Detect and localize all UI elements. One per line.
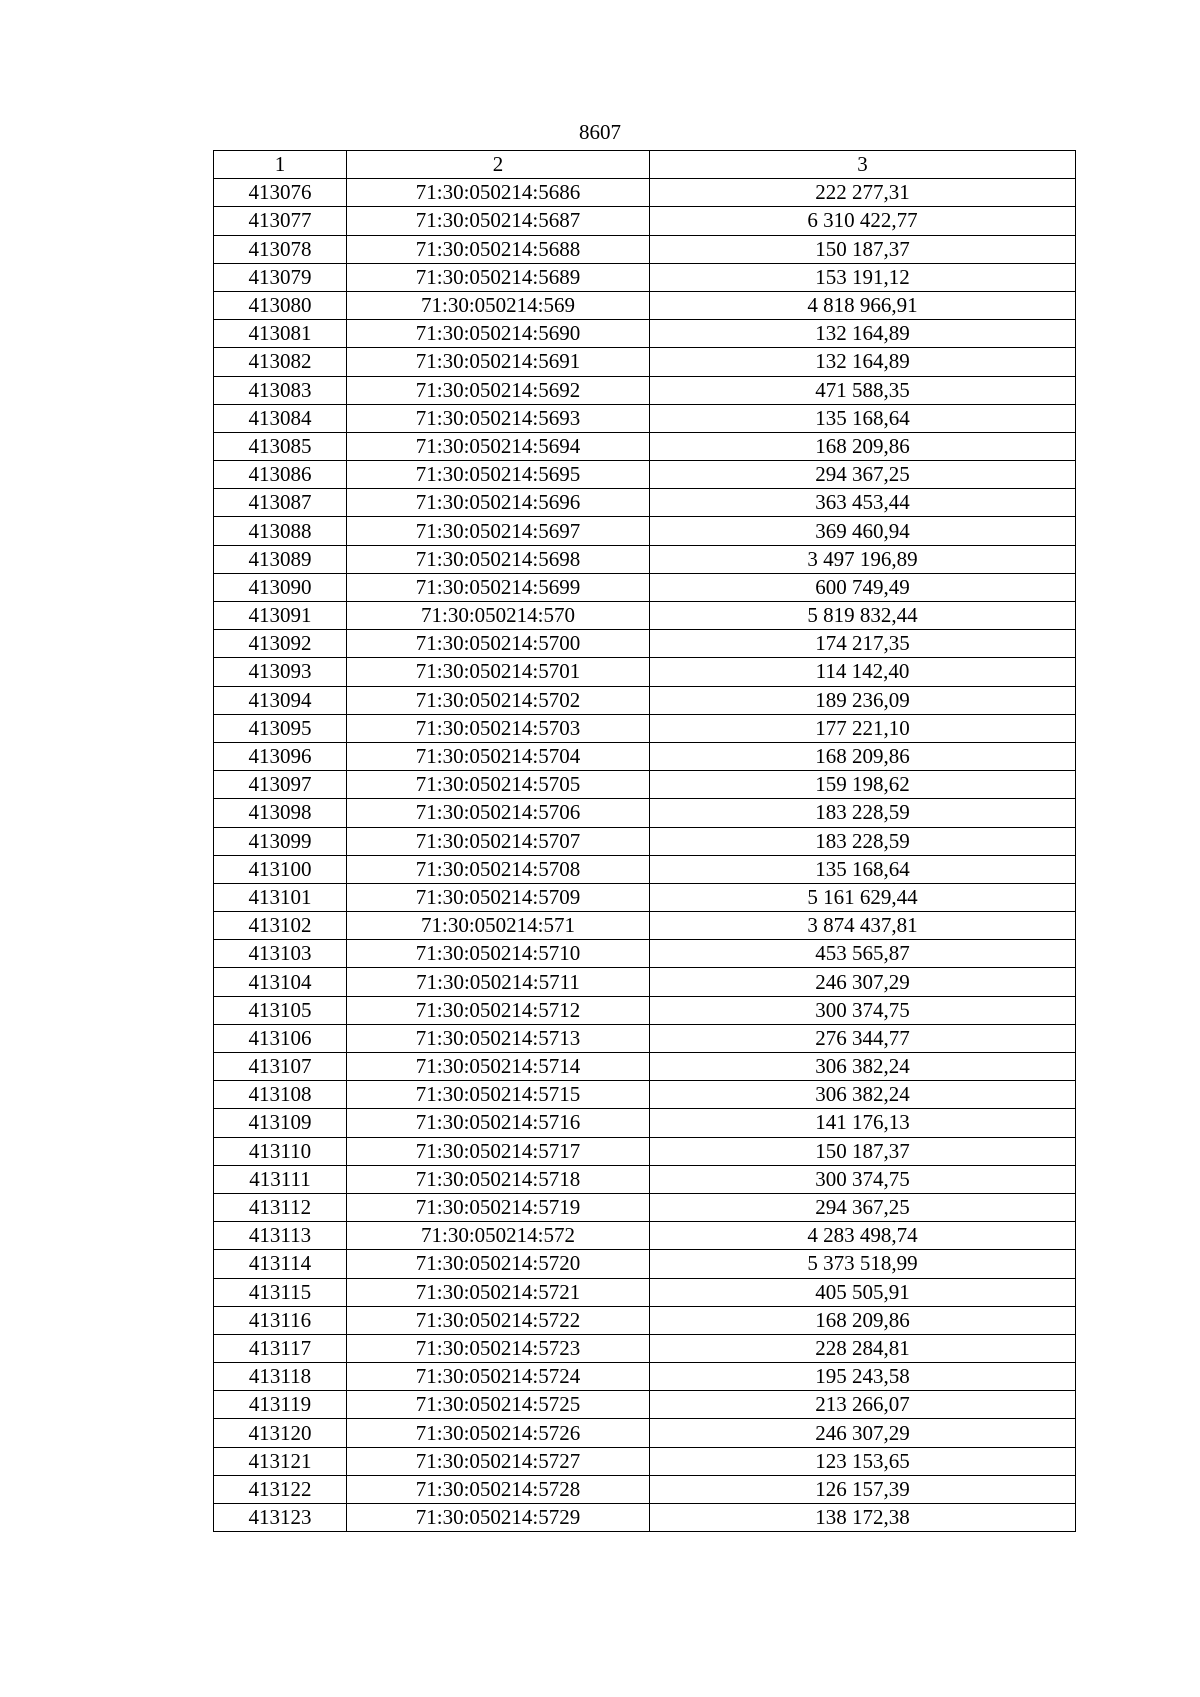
cadastral-value-cell: 369 460,94 [650,517,1076,545]
table-row [214,1475,1076,1503]
cadastral-number-cell: 71:30:050214:5710 [347,940,650,968]
table-row [214,432,1076,460]
cadastral-value-cell: 228 284,81 [650,1334,1076,1362]
cadastral-value-cell: 150 187,37 [650,1137,1076,1165]
cadastral-number-cell: 71:30:050214:5702 [347,686,650,714]
cadastral-value-cell: 471 588,35 [650,376,1076,404]
table-row [214,940,1076,968]
cadastral-number-cell: 71:30:050214:569 [347,291,650,319]
cadastral-value-cell: 195 243,58 [650,1363,1076,1391]
cadastral-value-cell: 300 374,75 [650,1165,1076,1193]
table-row [214,1165,1076,1193]
row-number-cell: 413093 [214,658,347,686]
cadastral-number-cell: 71:30:050214:5696 [347,489,650,517]
cadastral-value-cell: 294 367,25 [650,461,1076,489]
row-number-cell: 413107 [214,1053,347,1081]
cadastral-number-cell: 71:30:050214:5707 [347,827,650,855]
row-number-cell: 413092 [214,630,347,658]
cadastral-value-cell: 276 344,77 [650,1024,1076,1052]
row-number-cell: 413121 [214,1447,347,1475]
cadastral-value-cell: 168 209,86 [650,1306,1076,1334]
table-row [214,573,1076,601]
cadastral-number-cell: 71:30:050214:5686 [347,179,650,207]
cadastral-number-cell: 71:30:050214:5721 [347,1278,650,1306]
table-row [214,742,1076,770]
cadastral-value-cell: 5 161 629,44 [650,883,1076,911]
cadastral-value-cell: 453 565,87 [650,940,1076,968]
cadastral-value-cell: 363 453,44 [650,489,1076,517]
table-row [214,1447,1076,1475]
cadastral-number-cell: 71:30:050214:5711 [347,968,650,996]
table-row [214,855,1076,883]
cadastral-value-cell: 132 164,89 [650,320,1076,348]
cadastral-value-cell: 177 221,10 [650,714,1076,742]
table-row [214,320,1076,348]
table-row [214,1137,1076,1165]
cadastral-value-cell: 246 307,29 [650,968,1076,996]
row-number-cell: 413122 [214,1475,347,1503]
cadastral-value-cell: 168 209,86 [650,742,1076,770]
cadastral-value-cell: 294 367,25 [650,1193,1076,1221]
row-number-cell: 413080 [214,291,347,319]
row-number-cell: 413091 [214,602,347,630]
cadastral-number-cell: 71:30:050214:5706 [347,799,650,827]
cadastral-number-cell: 71:30:050214:5720 [347,1250,650,1278]
row-number-cell: 413086 [214,461,347,489]
cadastral-value-table [213,150,1076,1532]
table-row [214,1250,1076,1278]
header-cell-2: 2 [347,151,650,179]
table-row [214,968,1076,996]
cadastral-value-cell: 135 168,64 [650,404,1076,432]
cadastral-number-cell: 71:30:050214:5705 [347,771,650,799]
cadastral-number-cell: 71:30:050214:5719 [347,1193,650,1221]
table-row [214,996,1076,1024]
cadastral-value-cell: 4 818 966,91 [650,291,1076,319]
table-row [214,602,1076,630]
table-row [214,883,1076,911]
table-row [214,376,1076,404]
cadastral-number-cell: 71:30:050214:5703 [347,714,650,742]
row-number-cell: 413098 [214,799,347,827]
row-number-cell: 413083 [214,376,347,404]
header-row [214,151,1076,179]
row-number-cell: 413099 [214,827,347,855]
row-number-cell: 413079 [214,263,347,291]
table-row [214,517,1076,545]
cadastral-number-cell: 71:30:050214:5725 [347,1391,650,1419]
table-row [214,1504,1076,1532]
page-number: 8607 [579,120,621,144]
cadastral-value-cell: 168 209,86 [650,432,1076,460]
cadastral-number-cell: 71:30:050214:5724 [347,1363,650,1391]
row-number-cell: 413094 [214,686,347,714]
cadastral-number-cell: 71:30:050214:5713 [347,1024,650,1052]
cadastral-number-cell: 71:30:050214:572 [347,1222,650,1250]
row-number-cell: 413115 [214,1278,347,1306]
cadastral-value-cell: 174 217,35 [650,630,1076,658]
cadastral-value-cell: 306 382,24 [650,1081,1076,1109]
cadastral-value-cell: 183 228,59 [650,827,1076,855]
row-number-cell: 413110 [214,1137,347,1165]
row-number-cell: 413104 [214,968,347,996]
table-row [214,489,1076,517]
cadastral-number-cell: 71:30:050214:5718 [347,1165,650,1193]
table-row [214,1334,1076,1362]
table-row [214,1109,1076,1137]
row-number-cell: 413101 [214,883,347,911]
cadastral-number-cell: 71:30:050214:5693 [347,404,650,432]
row-number-cell: 413114 [214,1250,347,1278]
table-header [214,151,1076,179]
cadastral-value-cell: 4 283 498,74 [650,1222,1076,1250]
cadastral-value-cell: 600 749,49 [650,573,1076,601]
cadastral-value-cell: 123 153,65 [650,1447,1076,1475]
cadastral-value-cell: 135 168,64 [650,855,1076,883]
table-row [214,461,1076,489]
table-row [214,207,1076,235]
cadastral-value-cell: 306 382,24 [650,1053,1076,1081]
table-row [214,1081,1076,1109]
row-number-cell: 413118 [214,1363,347,1391]
cadastral-value-cell: 141 176,13 [650,1109,1076,1137]
table-row [214,1053,1076,1081]
row-number-cell: 413100 [214,855,347,883]
cadastral-number-cell: 71:30:050214:5692 [347,376,650,404]
cadastral-number-cell: 71:30:050214:5687 [347,207,650,235]
cadastral-number-cell: 71:30:050214:5722 [347,1306,650,1334]
cadastral-value-cell: 153 191,12 [650,263,1076,291]
header-cell-3: 3 [650,151,1076,179]
cadastral-number-cell: 71:30:050214:5694 [347,432,650,460]
row-number-cell: 413097 [214,771,347,799]
row-number-cell: 413105 [214,996,347,1024]
table-row [214,545,1076,573]
cadastral-number-cell: 71:30:050214:5690 [347,320,650,348]
row-number-cell: 413108 [214,1081,347,1109]
table-row [214,630,1076,658]
row-number-cell: 413106 [214,1024,347,1052]
cadastral-number-cell: 71:30:050214:5714 [347,1053,650,1081]
cadastral-value-cell: 3 874 437,81 [650,912,1076,940]
cadastral-value-cell: 189 236,09 [650,686,1076,714]
table-row [214,827,1076,855]
cadastral-number-cell: 71:30:050214:5717 [347,1137,650,1165]
row-number-cell: 413103 [214,940,347,968]
table-row [214,714,1076,742]
cadastral-value-cell: 114 142,40 [650,658,1076,686]
row-number-cell: 413109 [214,1109,347,1137]
cadastral-number-cell: 71:30:050214:5727 [347,1447,650,1475]
row-number-cell: 413081 [214,320,347,348]
table-row [214,1419,1076,1447]
row-number-cell: 413119 [214,1391,347,1419]
table-row [214,1278,1076,1306]
cadastral-number-cell: 71:30:050214:5695 [347,461,650,489]
cadastral-value-cell: 5 819 832,44 [650,602,1076,630]
table-row [214,1024,1076,1052]
cadastral-number-cell: 71:30:050214:5697 [347,517,650,545]
cadastral-value-cell: 405 505,91 [650,1278,1076,1306]
table-row [214,348,1076,376]
cadastral-number-cell: 71:30:050214:5701 [347,658,650,686]
table-row [214,179,1076,207]
row-number-cell: 413088 [214,517,347,545]
cadastral-value-cell: 300 374,75 [650,996,1076,1024]
cadastral-value-cell: 183 228,59 [650,799,1076,827]
row-number-cell: 413085 [214,432,347,460]
cadastral-value-cell: 126 157,39 [650,1475,1076,1503]
row-number-cell: 413082 [214,348,347,376]
row-number-cell: 413117 [214,1334,347,1362]
cadastral-number-cell: 71:30:050214:5700 [347,630,650,658]
row-number-cell: 413076 [214,179,347,207]
table-row [214,291,1076,319]
row-number-cell: 413113 [214,1222,347,1250]
table-row [214,658,1076,686]
cadastral-number-cell: 71:30:050214:5708 [347,855,650,883]
row-number-cell: 413112 [214,1193,347,1221]
cadastral-number-cell: 71:30:050214:5715 [347,1081,650,1109]
table-row [214,686,1076,714]
row-number-cell: 413123 [214,1504,347,1532]
row-number-cell: 413077 [214,207,347,235]
table-row [214,1391,1076,1419]
table-row [214,235,1076,263]
cadastral-number-cell: 71:30:050214:5728 [347,1475,650,1503]
cadastral-value-cell: 246 307,29 [650,1419,1076,1447]
cadastral-number-cell: 71:30:050214:571 [347,912,650,940]
cadastral-number-cell: 71:30:050214:5689 [347,263,650,291]
cadastral-number-cell: 71:30:050214:5688 [347,235,650,263]
cadastral-value-cell: 5 373 518,99 [650,1250,1076,1278]
table-row [214,771,1076,799]
row-number-cell: 413090 [214,573,347,601]
row-number-cell: 413096 [214,742,347,770]
cadastral-number-cell: 71:30:050214:570 [347,602,650,630]
table-row [214,263,1076,291]
cadastral-number-cell: 71:30:050214:5726 [347,1419,650,1447]
row-number-cell: 413120 [214,1419,347,1447]
cadastral-value-cell: 213 266,07 [650,1391,1076,1419]
table-body [214,179,1076,1532]
cadastral-value-cell: 6 310 422,77 [650,207,1076,235]
cadastral-value-cell: 159 198,62 [650,771,1076,799]
cadastral-value-cell: 132 164,89 [650,348,1076,376]
cadastral-number-cell: 71:30:050214:5723 [347,1334,650,1362]
cadastral-value-cell: 3 497 196,89 [650,545,1076,573]
cadastral-number-cell: 71:30:050214:5712 [347,996,650,1024]
row-number-cell: 413078 [214,235,347,263]
table-row [214,1363,1076,1391]
table-row [214,1222,1076,1250]
cadastral-number-cell: 71:30:050214:5716 [347,1109,650,1137]
header-cell-1: 1 [214,151,347,179]
row-number-cell: 413087 [214,489,347,517]
cadastral-number-cell: 71:30:050214:5704 [347,742,650,770]
cadastral-value-cell: 222 277,31 [650,179,1076,207]
cadastral-value-cell: 138 172,38 [650,1504,1076,1532]
table-row [214,404,1076,432]
row-number-cell: 413084 [214,404,347,432]
cadastral-number-cell: 71:30:050214:5729 [347,1504,650,1532]
cadastral-value-cell: 150 187,37 [650,235,1076,263]
row-number-cell: 413095 [214,714,347,742]
table-row [214,799,1076,827]
row-number-cell: 413089 [214,545,347,573]
cadastral-number-cell: 71:30:050214:5699 [347,573,650,601]
row-number-cell: 413116 [214,1306,347,1334]
cadastral-number-cell: 71:30:050214:5709 [347,883,650,911]
table-row [214,1306,1076,1334]
cadastral-number-cell: 71:30:050214:5691 [347,348,650,376]
table-row [214,1193,1076,1221]
table-row [214,912,1076,940]
row-number-cell: 413111 [214,1165,347,1193]
row-number-cell: 413102 [214,912,347,940]
cadastral-number-cell: 71:30:050214:5698 [347,545,650,573]
